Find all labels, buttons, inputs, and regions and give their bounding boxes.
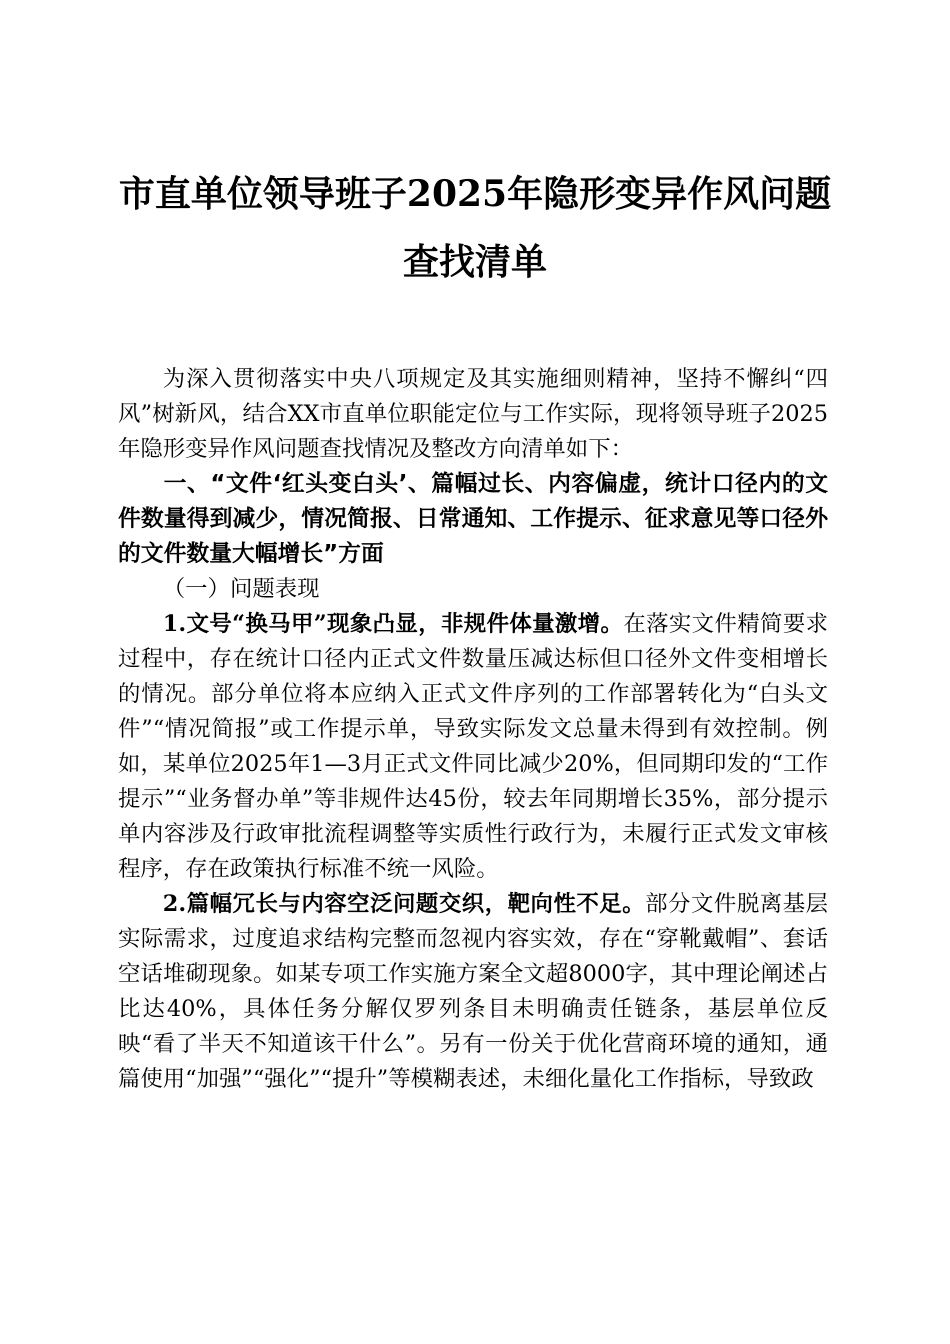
item-1-text: 在落实文件精简要求过程中，存在统计口径内正式文件数量压减达标但口径外文件变相增长的情况。部分单位将本应纳入正式文件序列的工作部署转化为“白头文件”“情况简报”或工作提示单，导致实际发文总量未得到有效控制。例如，某单位2025年1—3月正式文件同比减少20%，但同期印发的“工作提示”“业务督办单”等非规件达45份，较去年同期增长35%，部分提示单内容涉及行政审批流程调整等实质性行政行为，未履行正式发文审核程序，存在政策执行标准不统一风险。 — [118, 611, 829, 882]
item-1-lead: 1.文号“换马甲”现象凸显，非规件体量激增。 — [162, 611, 624, 637]
document-title-line-2: 查找清单 — [402, 241, 547, 283]
subsection-heading-1: （一）问题表现 — [162, 576, 320, 602]
item-1-paragraph — [118, 607, 828, 887]
intro-paragraph: 为深入贯彻落实中央八项规定及其实施细则精神，坚持不懈纠“四风”树新风，结合XX市直单位职能定位与工作实际，现将领导班子2025年隐形变异作风问题查找情况及整改方向清单如下： — [118, 366, 828, 462]
item-2-text: 部分文件脱离基层实际需求，过度追求结构完整而忽视内容实效，存在“穿靴戴帽”、套话空话堆砌现象。如某专项工作实施方案全文超8000字，其中理论阐述占比达40%，具体任务分解仅罗列条目未明确责任链条，基层单位反映“看了半天不知道该干什么”。另有一份关于优化营商环境的通知，通篇使用“加强”“强化”“提升”等模糊表述，未细化量化工作指标，导致政 — [118, 891, 829, 1092]
document-body — [118, 362, 828, 1097]
section-heading-1: 一、“文件‘红头变白头’、篇幅过长、内容偏虚，统计口径内的文件数量得到减少，情况简报、日常通知、工作提示、征求意见等口径外的文件数量大幅增长”方面 — [118, 471, 828, 567]
item-2-lead: 2.篇幅冗长与内容空泛问题交织，靶向性不足。 — [162, 891, 646, 917]
document-title-line-1: 市直单位领导班子2025年隐形变异作风问题 — [118, 173, 832, 215]
item-2-paragraph — [118, 887, 828, 1097]
